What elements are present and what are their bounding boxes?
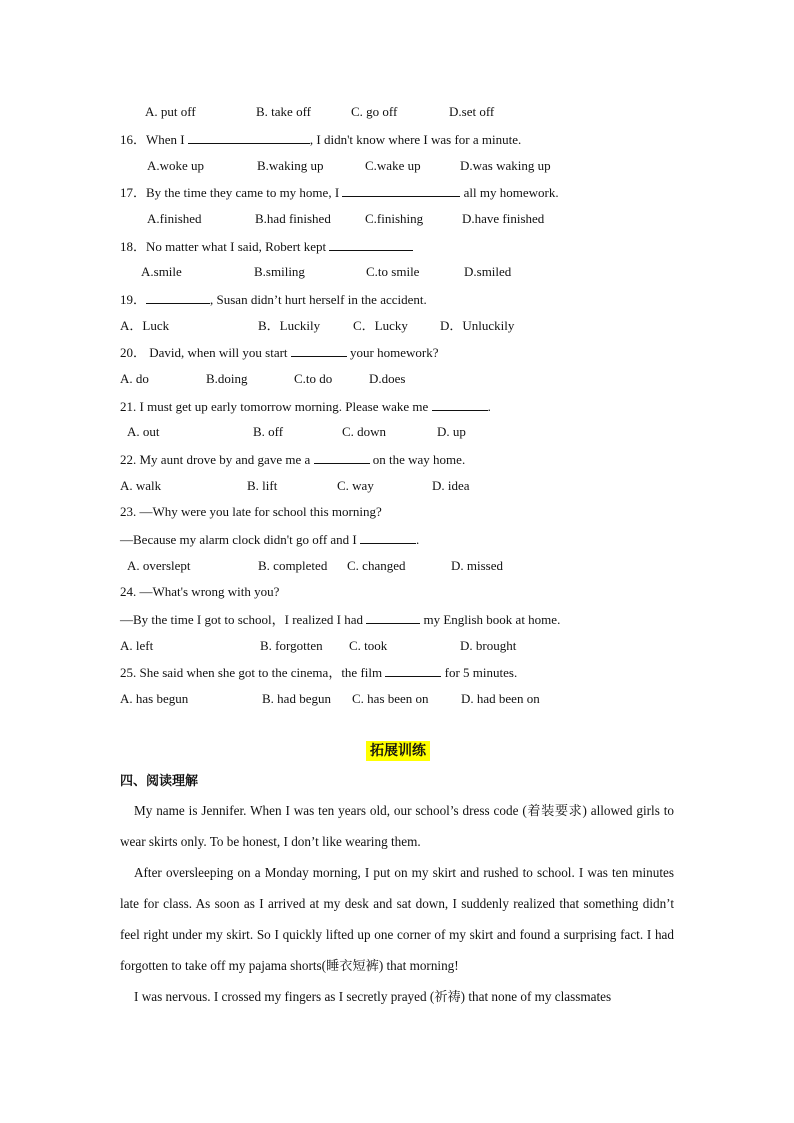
question-23	[120, 531, 419, 548]
q18-option-d: D.smiled	[464, 264, 512, 279]
q15-option-a: A. put off	[145, 104, 196, 119]
q18-option-c: C.to smile	[366, 264, 420, 279]
q23-option-b: B. completed	[258, 558, 328, 573]
q17-option-a: A.finished	[147, 211, 202, 226]
passage-paragraph-1: My name is Jennifer. When I was ten years old, our school’s dress code (着装要求) allowed girls to wear skirts only. To be honest, I don’t like wearing them.	[120, 803, 674, 849]
q25-option-c: C. has been on	[352, 691, 429, 706]
answer-blank[interactable]	[342, 184, 460, 197]
q22-option-b: B. lift	[247, 478, 278, 493]
q22-option-a: A. walk	[120, 478, 162, 493]
question-17	[120, 184, 559, 201]
question-19	[120, 291, 427, 308]
q24-option-c: C. took	[349, 638, 388, 653]
q19-option-c: C．Lucky	[353, 318, 408, 333]
question-16	[120, 131, 521, 148]
question-21-period: .	[487, 399, 491, 414]
question-21-text: 21. I must get up early tomorrow morning. Please wake me	[120, 399, 429, 414]
q20-option-c: C.to do	[294, 371, 333, 386]
section-title-reading: 四、阅读理解	[120, 774, 199, 789]
question-23-prompt: 23. —Why were you late for school this morning?	[120, 504, 382, 519]
q16-option-a: A.woke up	[147, 158, 205, 173]
question-19-number: 19．	[120, 292, 147, 307]
question-25-text-end: for 5 minutes.	[444, 665, 518, 680]
q23-option-d: D. missed	[451, 558, 503, 573]
question-24	[120, 611, 560, 628]
question-22-text-start: 22. My aunt drove by and gave me a	[120, 452, 311, 467]
question-17-text-end: all my homework.	[463, 185, 559, 200]
q20-option-b: B.doing	[206, 371, 248, 386]
q18-option-b: B.smiling	[254, 264, 305, 279]
q23-option-a: A. overslept	[127, 558, 191, 573]
question-18	[120, 238, 413, 255]
q19-option-a: A．Luck	[120, 318, 170, 333]
q15-option-c: C. go off	[351, 104, 398, 119]
q25-option-d: D. had been on	[461, 691, 540, 706]
q24-option-d: D. brought	[460, 638, 517, 653]
q21-option-a: A. out	[127, 424, 160, 439]
answer-blank[interactable]	[314, 451, 370, 464]
q19-option-d: D．Unluckily	[440, 318, 515, 333]
question-20-text-start: 20． David, when will you start	[120, 345, 288, 360]
q22-option-c: C. way	[337, 478, 374, 493]
q16-option-c: C.wake up	[365, 158, 421, 173]
question-25-text-start: 25. She said when she got to the cinema，the film	[120, 665, 383, 680]
q25-option-b: B. had begun	[262, 691, 331, 706]
answer-blank[interactable]	[329, 238, 413, 251]
q20-option-d: D.does	[369, 371, 406, 386]
passage-paragraph-3: I was nervous. I crossed my fingers as I secretly prayed (祈祷) that none of my classmates	[134, 989, 612, 1004]
q24-option-b: B. forgotten	[260, 638, 323, 653]
q20-option-a: A. do	[120, 371, 149, 386]
q15-option-d: D.set off	[449, 104, 495, 119]
reading-passage	[120, 795, 674, 1012]
question-22	[120, 451, 465, 468]
passage-paragraph-2: After oversleeping on a Monday morning, I put on my skirt and rushed to school. I was ten minutes late for class. As soon as I arrived at my desk and sat down, I suddenly realized that something didn’t feel right under my skirt. So I quickly lifted up one corner of my skirt and found a surprising fact. I had forgotten to take off my pajama shorts(睡衣短裤) that morning!	[120, 865, 674, 973]
question-24-text-start: —By the time I got to school，I realized I had	[120, 612, 363, 627]
question-21	[120, 398, 491, 415]
answer-blank[interactable]	[360, 531, 416, 544]
section-heading-extension-practice: 拓展训练	[370, 743, 426, 759]
q16-option-d: D.was waking up	[460, 158, 551, 173]
question-23-text: —Because my alarm clock didn't go off and I	[120, 532, 357, 547]
question-24-prompt: 24. —What's wrong with you?	[120, 584, 280, 599]
question-25	[120, 664, 517, 681]
answer-blank[interactable]	[291, 344, 347, 357]
q17-option-b: B.had finished	[255, 211, 331, 226]
q18-option-a: A.smile	[141, 264, 182, 279]
question-20-text-end: your homework?	[350, 345, 439, 360]
answer-blank[interactable]	[385, 664, 441, 677]
question-17-text-start: 17．By the time they came to my home, I	[120, 185, 340, 200]
q19-option-b: B．Luckily	[258, 318, 321, 333]
question-16-text-start: 16．When I	[120, 132, 185, 147]
q24-option-a: A. left	[120, 638, 154, 653]
question-16-text-end: , I didn't know where I was for a minute.	[309, 132, 522, 147]
question-24-text-end: my English book at home.	[423, 612, 561, 627]
question-22-text-end: on the way home.	[372, 452, 466, 467]
answer-blank[interactable]	[432, 398, 488, 411]
q22-option-d: D. idea	[432, 478, 470, 493]
answer-blank[interactable]	[188, 131, 310, 144]
q17-option-c: C.finishing	[365, 211, 424, 226]
answer-blank[interactable]	[366, 611, 420, 624]
q23-option-c: C. changed	[347, 558, 406, 573]
q17-option-d: D.have finished	[462, 211, 545, 226]
question-20	[120, 344, 439, 361]
q25-option-a: A. has begun	[120, 691, 189, 706]
question-19-text: , Susan didn’t hurt herself in the accident.	[210, 292, 427, 307]
answer-blank[interactable]	[146, 291, 210, 304]
q21-option-b: B. off	[253, 424, 284, 439]
question-23-period: .	[416, 532, 420, 547]
question-18-text: 18．No matter what I said, Robert kept	[120, 239, 327, 254]
q15-option-b: B. take off	[256, 104, 311, 119]
q21-option-d: D. up	[437, 424, 466, 439]
q16-option-b: B.waking up	[257, 158, 324, 173]
q21-option-c: C. down	[342, 424, 387, 439]
